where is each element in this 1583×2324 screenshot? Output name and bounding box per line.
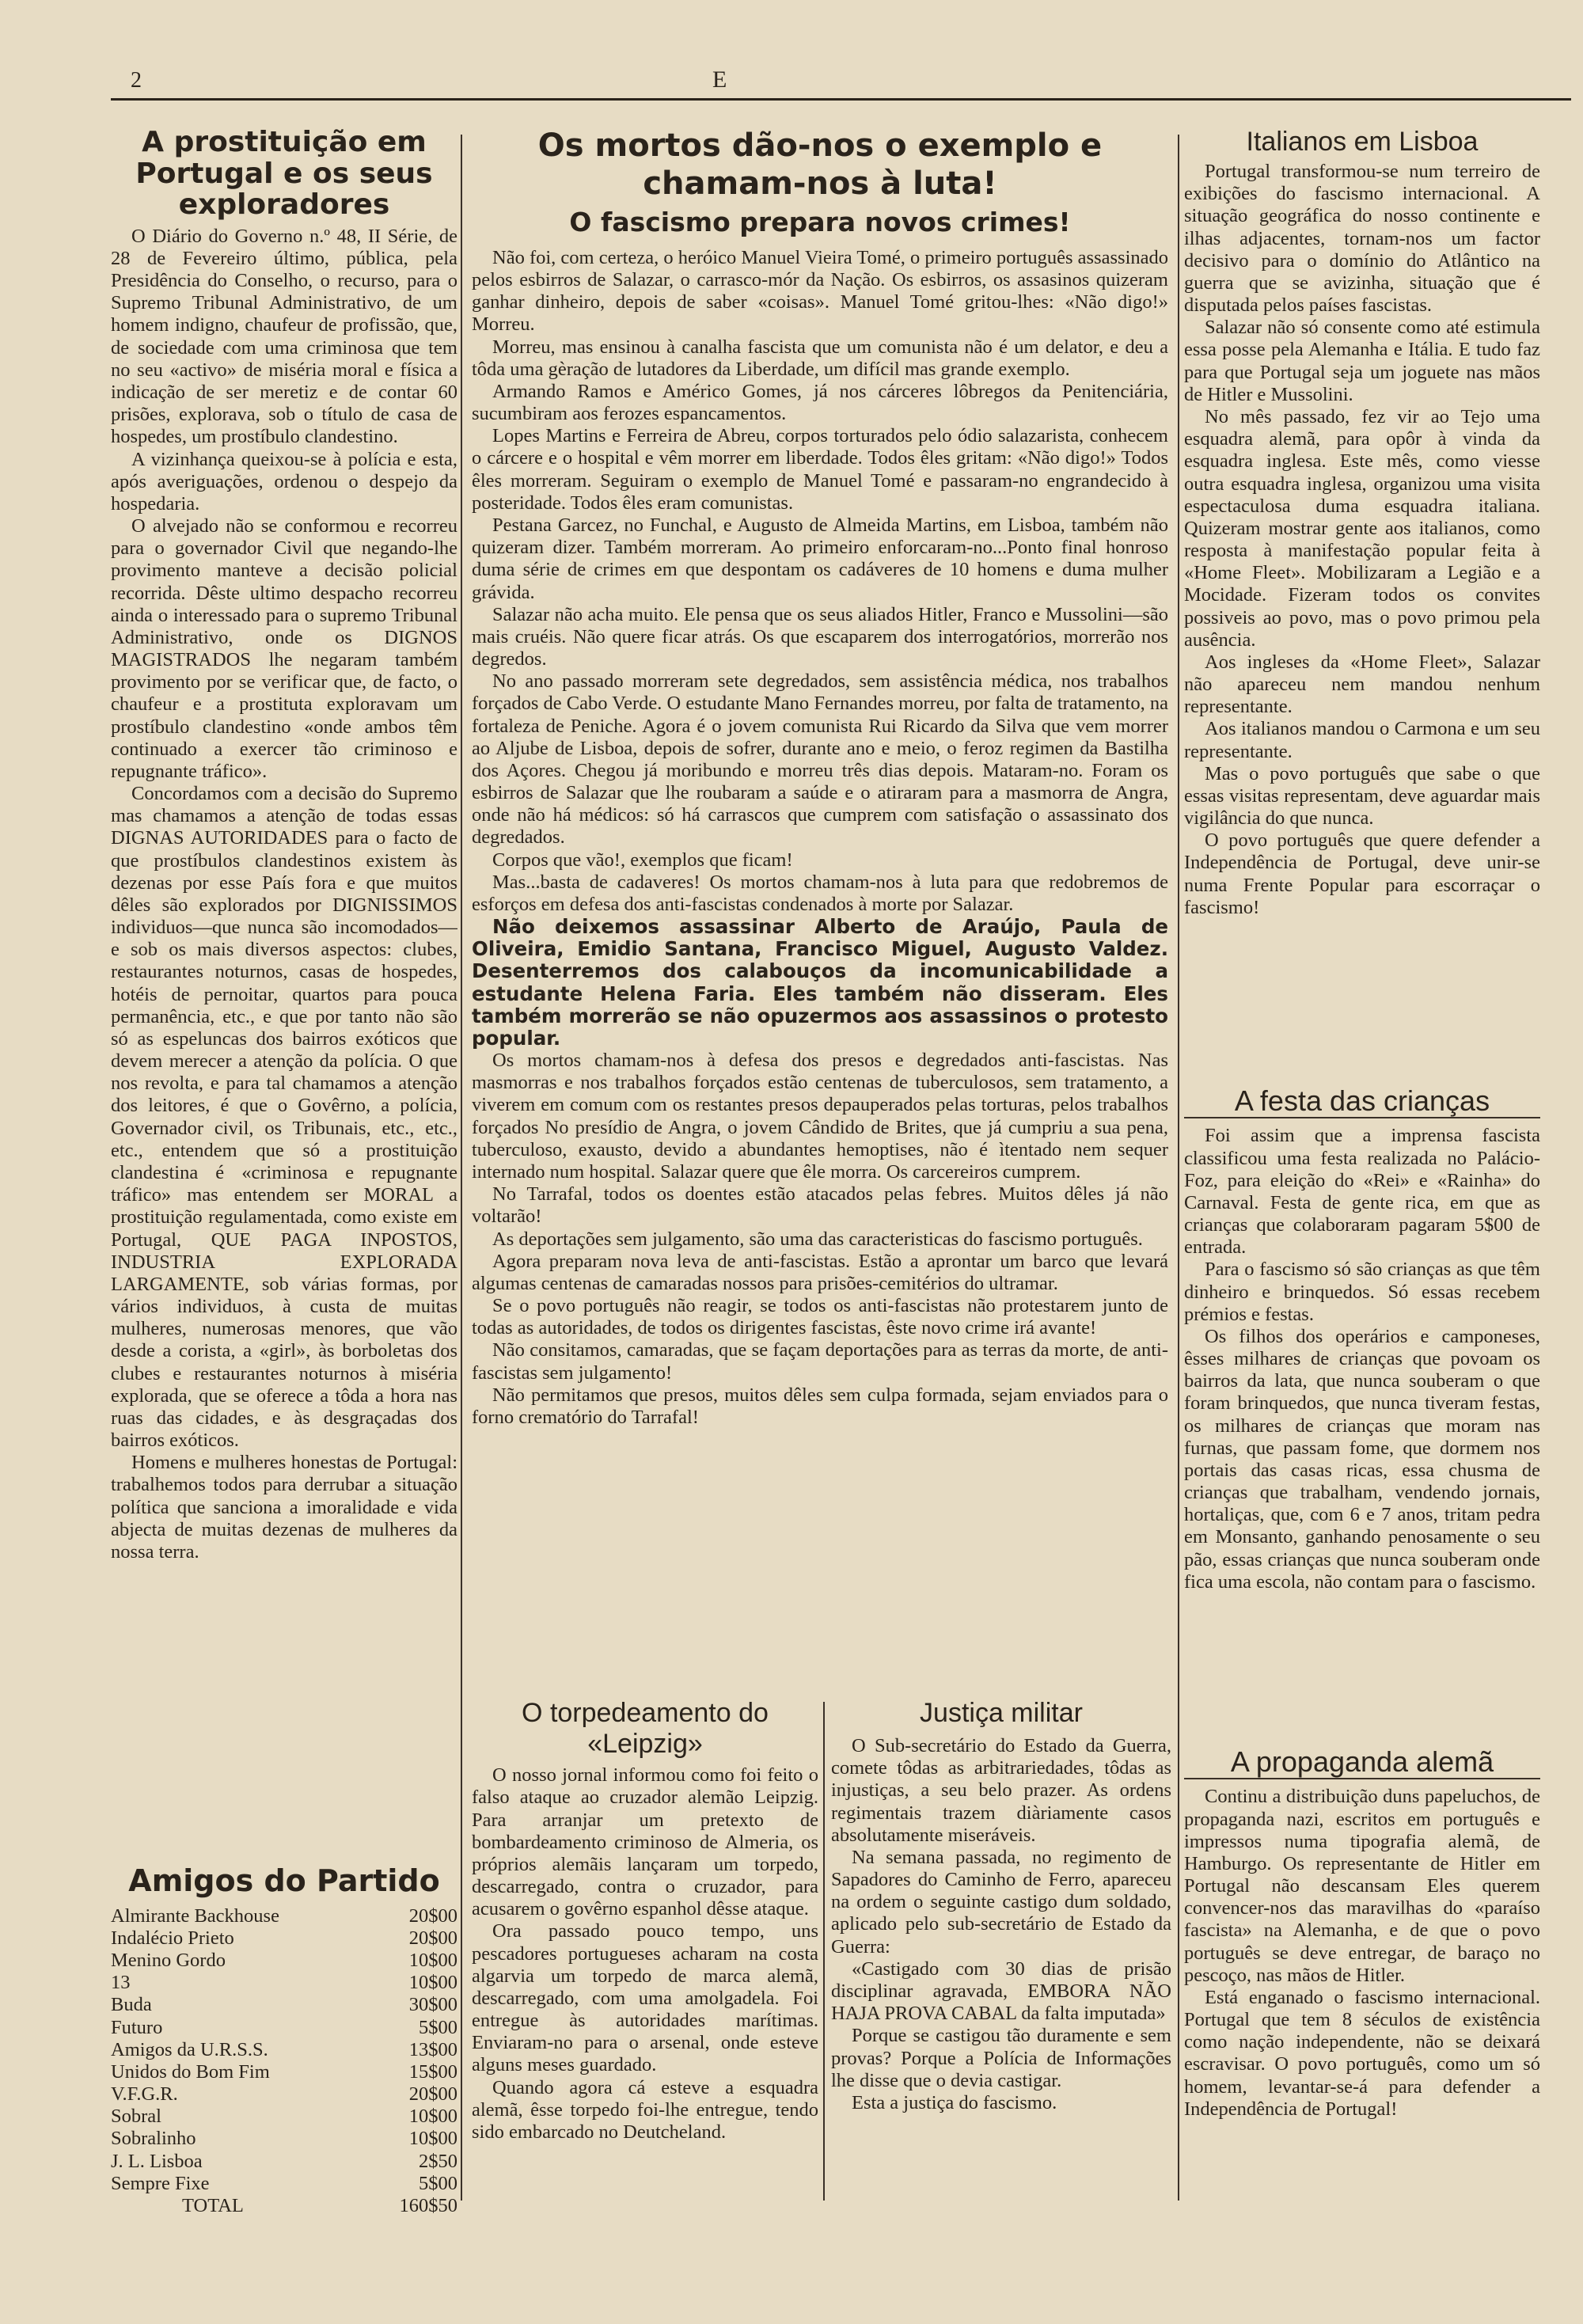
paragraph: Morreu, mas ensinou à canalha fascista que um comunista não é um delator, e deu a tôda uma gèração de lutadores da Liberdade, um difícil mas grande exemplo. (472, 336, 1168, 380)
donor-amount: 5$00 (419, 2016, 457, 2038)
article-title: O torpedeamento do «Leipzig» (522, 1698, 769, 1760)
paragraph: Se o povo português não reagir, se todos os anti-fascistas não protestarem junto de todas as autoridades, de todos os dirigentes fascistas, êste novo crime irá avante! (472, 1295, 1168, 1339)
column-rule-3 (823, 1702, 825, 2201)
paragraph: Aos italianos mandou o Carmona e um seu representante. (1184, 718, 1540, 762)
list-item (111, 2017, 457, 2039)
donor-name: Futuro (111, 2016, 163, 2038)
paragraph: Concordamos com a decisão do Supremo mas chamamos a atenção de todas essas DIGNAS AUTORIDADES para o facto de que prostíbulos clandestinos existem às dezenas por esse País fora e que muitos dêles são explorados por DIGNISSIMOS individuos—que nunca são incomodados—e sob os mais diversos aspectos: clubes, restaurantes noturnos, casas de hospedes, hotéis de pernoitar, quartos para pouca permanência, etc., e que por tanto não são só as espeluncas dos bairros exóticos que devem merecer a atenção da polícia. O que nos revolta, e para tal chamamos a atenção dos leitores, é que o Govêrno, a polícia, Governador civil, os Tribunais, etc., etc., etc., entendem que só a prostituição clandestina é «criminosa e repugnante tráfico» mas entendem ser MORAL a prostituição regulamentada, como existe em Portugal, QUE PAGA INPOSTOS, INDUSTRIA EXPLORADA LARGAMENTE, sob várias formas, por vários individuos, à custa de muitas mulheres, numerosas menores, que vão desde a corista, a «girl», às borboletas dos clubes e restaurantes noturnos à miséria explorada, que se oferece a tôda a hora nas ruas das cidades, e às desgraçadas dos bairros exóticos. (111, 783, 457, 1452)
paragraph: As deportações sem julgamento, são uma das caracteristicas do fascismo português. (492, 1228, 1143, 1250)
article-title: A festa das crianças (1184, 1084, 1540, 1118)
article-mortos (472, 127, 1168, 1686)
paragraph: O Diário do Governo n.º 48, II Série, de 28 de Fevereiro último, pública, pela Presidência do Conselho, o recurso, para o Supremo Tribunal Administrativo, de um homem indigno, chaufeur de profissão, que, de sociedade com uma criminosa que tem no seu «activo» de miséria moral e física a indicação de ser meretiz e de contar 60 prisões, explorava, sob o título de casa de hospedes, um prostíbulo clandestino. (111, 225, 457, 448)
article-title: A prostituição em Portugal e os seus exploradores (135, 127, 433, 222)
paragraph: Salazar não só consente como até estimula essa posse pela Alemanha e Itália. E tudo faz para que Portugal seja um joguete nas mãos de Hitler e Mussolini. (1184, 317, 1540, 405)
paragraph: Não consitamos, camaradas, que se façam deportações para as terras da morte, de anti-fascistas sem julgamento! (472, 1339, 1168, 1384)
article-subtitle: O fascismo prepara novos crimes! (569, 207, 1071, 237)
list-item (111, 2083, 457, 2106)
donor-amount: 20$00 (408, 2083, 457, 2106)
paragraph: O alvejado não se conformou e recorreu para o governador Civil que negando-lhe provimento manteve a decisão policial recorrida. Dêste ultimo despacho recorreu ainda o interessado para o supremo Tribunal Administrativo, onde os DIGNOS MAGISTRADOS lhe negaram também provimento por se verificar que, de facto, o chaufeur e a prostituta exploravam um prostíbulo clandestino «onde ambos têm continuado a exercer tão criminoso e repugnante tráfico». (111, 515, 457, 782)
list-item (111, 1994, 457, 2016)
paragraph: Mas...basta de cadaveres! Os mortos chamam-nos à luta para que redobremos de esforços em defesa dos anti-fascistas condenados à morte por Salazar. (472, 871, 1168, 915)
donor-amount: 30$00 (408, 1994, 457, 2016)
paragraph: Quando agora cá esteve a esquadra alemã, êsse torpedo foi-lhe entregue, tendo sido embarcado no Deutcheland. (472, 2076, 818, 2143)
article-title: Os mortos dão-nos o exemplo e chamam-nos à luta! (537, 127, 1103, 202)
paragraph: Aos ingleses da «Home Fleet», Salazar não apareceu nem mandou nenhum representante. (1184, 651, 1540, 718)
paragraph: «Castigado com 30 dias de prisão disciplinar agravada, EMBORA NÃO HAJA PROVA CABAL da falta imputada» (831, 1958, 1171, 2025)
paragraph: No ano passado morreram sete degredados, sem assistência médica, nos trabalhos forçados de Cabo Verde. O estudante Mano Fernandes morreu, por falta de tratamento, na fortaleza de Peniche. Agora é o jovem comunista Rui Ricardo da Silva que vem morrer ao Aljube de Lisboa, depois de sofrer, durante ano e meio, o feroz regimen da Bastilha dos Açores. Chegou já moribundo e morreu três dias depois. Mataram-no. Foram os esbirros de Salazar que lhe roubaram a saúde e o atiraram para a masmorra de Angra, onde não há médicos: só há carrascos que cumprem com satisfação o assassinato dos degredados. (472, 670, 1168, 849)
donor-name: V.F.G.R. (111, 2083, 178, 2106)
paragraph-bold: Não deixemos assassinar Alberto de Araújo, Paula de Oliveira, Emidio Santana, Francisco Miguel, Augusto Valdez. Desenterremos dos calabouços da incomunicabilidade a estudante Helena Faria. Eles também não disseram. Eles também morrerão se não opuzermos aos assassinos o protesto popular. (472, 915, 1168, 1050)
paragraph: Esta a justiça do fascismo. (852, 2091, 1057, 2113)
list-item (111, 2039, 457, 2061)
donor-name: Amigos da U.R.S.S. (111, 2038, 268, 2060)
list-item (111, 2061, 457, 2083)
paragraph: Está enganado o fascismo internacional. Portugal que tem 8 séculos de existência como nação independente, não se deixará escravisar. O povo português, como um só homem, levantar-se-á para defender a Independência de Portugal! (1184, 1986, 1540, 2120)
paragraph: No Tarrafal, todos os doentes estão atacados pelas febres. Muitos dêles já não voltarão! (472, 1183, 1168, 1228)
total-row (111, 2195, 457, 2217)
donor-name: Unidos do Bom Fim (111, 2060, 270, 2083)
paragraph: Homens e mulheres honestas de Portugal: trabalhemos todos para derrubar a situação política que sanciona a imoralidade e vida abjecta de muitas dezenas de mulheres da nossa terra. (111, 1452, 457, 1563)
paragraph: Os mortos chamam-nos à defesa dos presos e degredados anti-fascistas. Nas masmorras e nos trabalhos forçados estão centenas de tuberculosos, sem tratamento, a viverem em comum com os restantes presos depauperados pelas torturas, pelos trabalhos forçados No presídio de Angra, o jovem Cândido de Brites, que já cumpriu a sua pena, tuberculoso, exausto, devido a abundantes hemoptises, não é ìtentado nem sequer internado num hospital. Salazar quere que êle morra. Os carcereiros cumprem. (472, 1050, 1168, 1183)
donor-name: Sempre Fixe (111, 2172, 210, 2194)
donor-name: Menino Gordo (111, 1950, 226, 1972)
donor-name: Buda (111, 1994, 152, 2016)
paragraph: Ora passado pouco tempo, uns pescadores portugueses acharam na costa algarvia um torpedo de marca alemã, descarregado, com uma amolgadela. Foi entregue às autoridades marítimas. Enviaram-no para o arsenal, onde esteve alguns meses guardado. (472, 1920, 818, 2076)
list-item (111, 1927, 457, 1950)
donor-amount: 10$00 (408, 1950, 457, 1972)
list-item (111, 2128, 457, 2150)
list-item (111, 1950, 457, 1972)
paragraph: O povo português que quere defender a Independência de Portugal, deve unir-se numa Frente Popular para escorraçar o fascismo! (1184, 830, 1540, 918)
donor-amount: 2$50 (419, 2150, 457, 2172)
paragraph: Lopes Martins e Ferreira de Abreu, corpos torturados pelo ódio salazarista, conhecem o cárcere e o hospital e vêm morrer em liberdade. Todos êles gritam: «Não digo!» Todos êles morreram. Seguiram o exemplo de Manuel Tomé e passaram-no engrandecido à posteridade. Todos êles eram comunistas. (472, 425, 1168, 514)
masthead: E (712, 66, 732, 93)
donor-amount: 5$00 (419, 2172, 457, 2194)
paragraph: Pestana Garcez, no Funchal, e Augusto de Almeida Martins, em Lisboa, também não quizeram dizer. Também morreram. Ao primeiro enforcaram-no...Ponto final honroso duma série de crimes em que despontam os cadáveres de 10 homens e duma mulher grávida. (472, 515, 1168, 603)
paragraph: Foi assim que a imprensa fascista classificou uma festa realizada no Palácio-Foz, para eleição do «Rei» e «Rainha» do Carnaval. Festa de gente rica, em que as crianças que colaboraram pagaram 5$00 de entrada. (1184, 1125, 1540, 1259)
paragraph: Para o fascismo só são crianças as que têm dinheiro e brinquedos. Só essas recebem prémios e festas. (1184, 1259, 1540, 1325)
donor-amount: 10$00 (408, 2128, 457, 2150)
list-item (111, 2106, 457, 2128)
list-item (111, 2151, 457, 2173)
donor-name: 13 (111, 1972, 131, 1994)
list-item (111, 1905, 457, 1927)
paragraph: O nosso jornal informou como foi feito o falso ataque ao cruzador alemão Leipzig. Para arranjar um pretexto de bombardeamento criminoso de Almeria, os próprios alemãis lançaram um torpedo, descarregado, contra o cruzador, para acusarem o govêrno espanhol dêsse ataque. (472, 1764, 818, 1920)
paragraph: Portugal transformou-se num terreiro de exibições do fascismo internacional. A situação geográfica do nosso continente e ilhas adjacentes, tornam-nos um factor decisivo para o domínio do Atlântico na guerra que se avizinha, situação que é disputada pelos países fascistas. (1184, 161, 1540, 317)
paragraph: Não permitamos que presos, muitos dêles sem culpa formada, sejam enviados para o forno crematório do Tarrafal! (472, 1384, 1168, 1428)
list-item (111, 2173, 457, 2195)
donor-amount: 13$00 (408, 2038, 457, 2060)
donor-name: J. L. Lisboa (111, 2150, 203, 2172)
donor-amount: 20$00 (408, 1904, 457, 1927)
paragraph: A vizinhança queixou-se à polícia e esta, após averiguações, ordenou o despejo da hospedaria. (111, 448, 457, 515)
column-rule-1 (461, 135, 462, 2201)
donor-name: Sobral (111, 2106, 161, 2128)
list-item (111, 1972, 457, 1994)
article-justica (831, 1698, 1171, 2228)
paragraph: O Sub-secretário do Estado da Guerra, comete tôdas as arbitrariedades, tôdas as injustiças, a seu belo prazer. As ordens regimentais trazem diàriamente casos absolutamente miseráveis. (831, 1735, 1171, 1846)
total-amount: 160$50 (399, 2194, 457, 2216)
paragraph: Mas o povo português que sabe o que essas visitas representam, deve aguardar mais vigilância do que nunca. (1184, 762, 1540, 830)
article-italianos (1184, 127, 1540, 1073)
donor-amount: 15$00 (408, 2060, 457, 2083)
paragraph: Agora preparam nova leva de anti-fascistas. Estão a aprontar um barco que levará algumas centenas de camaradas nossos para prisões-cemitérios do ultramar. (472, 1250, 1168, 1294)
section-title: Amigos do Partido (128, 1864, 440, 1898)
total-label: TOTAL (182, 2194, 244, 2216)
paragraph: Não foi, com certeza, o heróico Manuel Vieira Tomé, o primeiro português assassinado pelos esbirros de Salazar, o carrasco-mór da Nação. Os esbirros, os assasinos quizeram ganhar dinheiro, depois de saber «coisas». Manuel Tomé gritou-lhes: «Não digo!» Morreu. (472, 246, 1168, 336)
article-title: A propaganda alemã (1184, 1745, 1540, 1779)
paragraph: Armando Ramos e Américo Gomes, já nos cárceres lôbregos da Penitenciária, sucumbiram aos ferozes espancamentos. (472, 380, 1168, 425)
page-number: 2 (131, 68, 142, 93)
donor-name: Indalécio Prieto (111, 1927, 234, 1949)
donor-name: Sobralinho (111, 2128, 196, 2150)
article-torpedeamento (472, 1698, 818, 2228)
header-rule (111, 98, 1571, 101)
paragraph: Porque se castigou tão duramente e sem provas? Porque a Polícia de Informações lhe disse que o devia castigar. (831, 2025, 1171, 2091)
paragraph: Os filhos dos operários e camponeses, êsses milhares de crianças que povoam os bairros da lata, que nunca souberam o que foram brinquedos, que nunca tiveram festas, os milhares de crianças que moram nas furnas, que passam fome, que dormem nos portais das casas ricas, essa chusma de crianças que trabalham, vendendo jornais, hortaliças, que, com 6 e 7 anos, tritam pedra em Monsanto, ganhando penosamente o seu pão, essas crianças que nunca souberam onde fica uma escola, não contam para o fascismo. (1184, 1325, 1540, 1593)
article-title: Italianos em Lisboa (1246, 127, 1479, 157)
donor-name: Almirante Backhouse (111, 1904, 279, 1927)
amigos-do-partido (111, 1864, 457, 2220)
paragraph: No mês passado, fez vir ao Tejo uma esquadra alemã, para opôr à vinda da esquadra inglesa. Este mês, como viesse outra esquadra inglesa, organizou uma visita espectaculosa duma esquadra italiana. Quizeram mostrar gente aos italianos, como resposta à manifestação popular feita à «Home Fleet». Mobilizaram a Legião e a Mocidade. Fizeram todos os convites possiveis ao povo, mas o povo primou pela ausência. (1184, 405, 1540, 651)
paragraph: Continu a distribuição duns papeluchos, de propaganda nazi, escritos em português e impressos numa tipografia alemã, de Hamburgo. Os representante de Hitler em Portugal não descansam Eles querem convencer-nos das maravilhas do «paraíso fascista» na Alemanha, e de que o povo português se deve entregar, de baraço no pescoço, nas mãos de Hitler. (1184, 1786, 1540, 1986)
donor-amount: 10$00 (408, 2106, 457, 2128)
article-prostituicao (111, 127, 457, 1848)
article-title: Justiça militar (920, 1698, 1083, 1728)
paragraph: Salazar não acha muito. Ele pensa que os seus aliados Hitler, Franco e Mussolini—são mais cruéis. Não quere ficar atrás. Os que escaparem dos interrogatórios, morrerão nos degredos. (472, 603, 1168, 670)
donor-amount: 20$00 (408, 1927, 457, 1949)
article-festa (1184, 1084, 1540, 1734)
paragraph: Corpos que vão!, exemplos que ficam! (492, 849, 793, 871)
paragraph: Na semana passada, no regimento de Sapadores do Caminho de Ferro, apareceu na ordem o seguinte castigo dum soldado, aplicado pelo sub-secretário de Estado da Guerra: (831, 1846, 1171, 1958)
column-rule-2 (1178, 135, 1179, 2201)
donor-amount: 10$00 (408, 1972, 457, 1994)
article-propaganda (1184, 1745, 1540, 2228)
